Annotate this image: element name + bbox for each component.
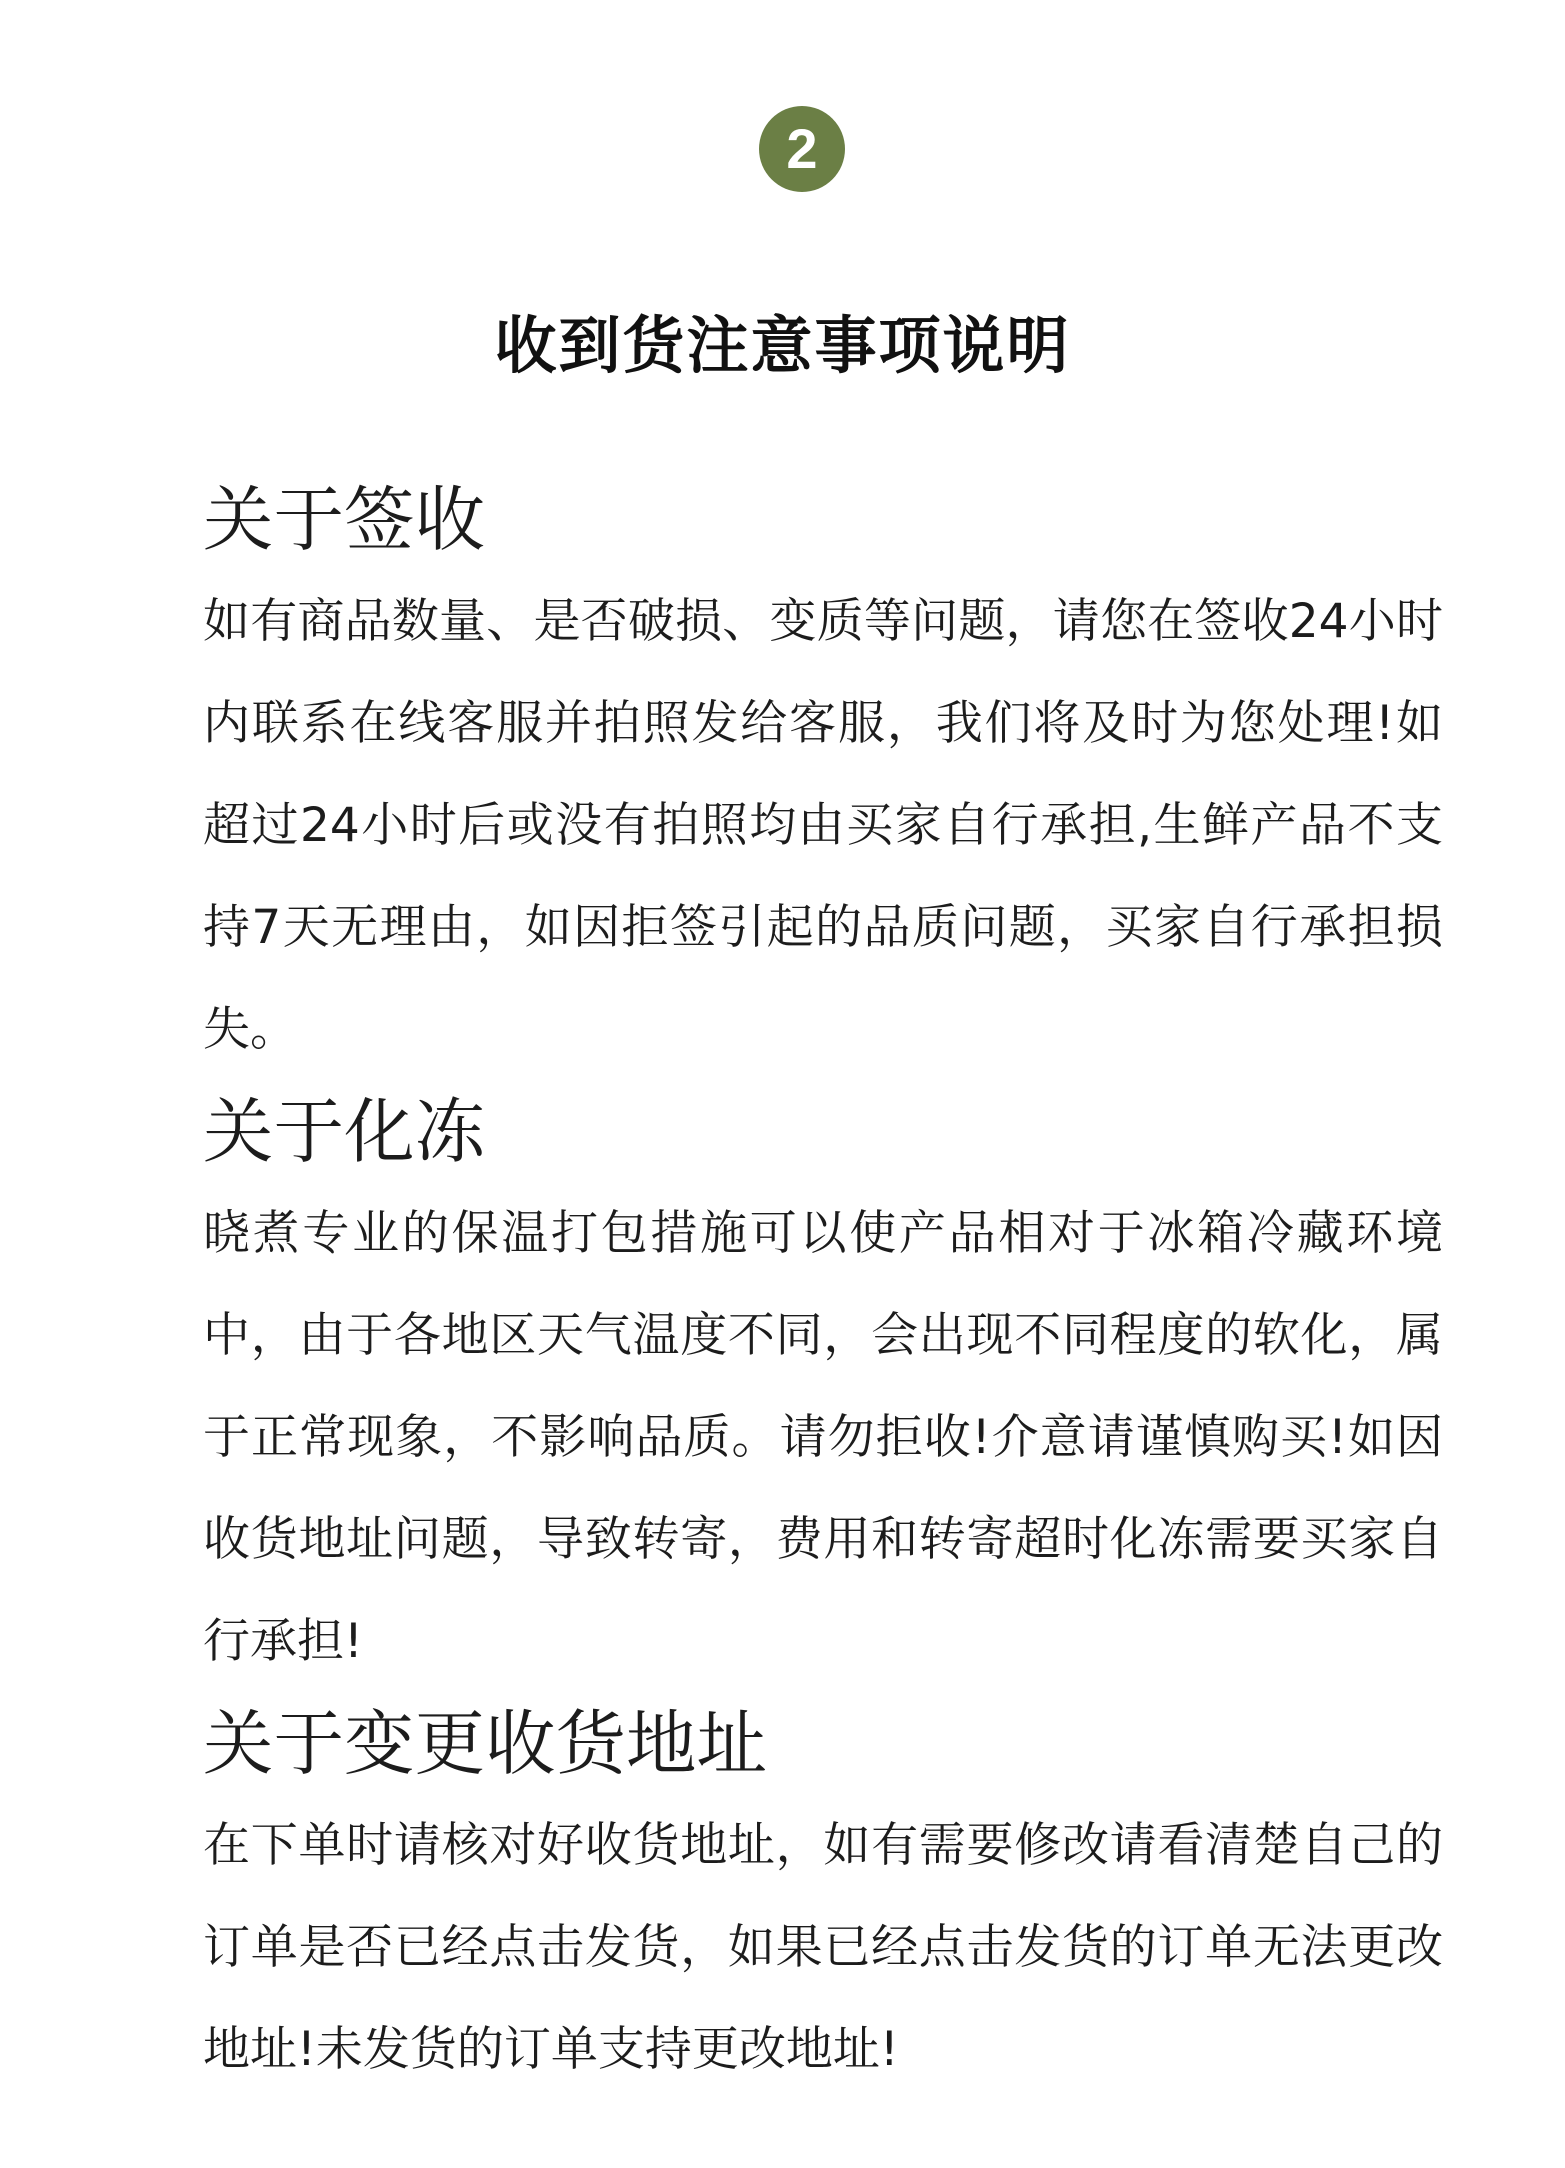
section-thawing [203, 1081, 1443, 1693]
section-heading: 关于变更收货地址 [203, 1703, 767, 1785]
section-heading: 关于化冻 [203, 1091, 485, 1173]
section-body: 如有商品数量、是否破损、变质等问题，请您在签收24小时内联系在线客服并拍照发给客服，我们将及时为您处理!如超过24小时后或没有拍照均由买家自行承担,生鲜产品不支持7天无理由，如因拒签引起的品质问题，买家自行承担损失。 [203, 594, 1443, 1057]
notice-content [203, 469, 1443, 2101]
step-number-badge [759, 106, 845, 192]
section-sign-for-delivery [203, 469, 1443, 1081]
section-heading: 关于签收 [203, 479, 485, 561]
step-number: 2 [786, 117, 818, 180]
section-body: 在下单时请核对好收货地址，如有需要修改请看清楚自己的订单是否已经点击发货，如果已经点击发货的订单无法更改地址!未发货的订单支持更改地址! [203, 1818, 1443, 2077]
section-body: 晓煮专业的保温打包措施可以使产品相对于冰箱冷藏环境中，由于各地区天气温度不同，会出现不同程度的软化，属于正常现象，不影响品质。请勿拒收!介意请谨慎购买!如因收货地址问题，导致转寄，费用和转寄超时化冻需要买家自行承担! [203, 1206, 1443, 1669]
section-change-address [203, 1693, 1443, 2101]
page-title: 收到货注意事项说明 [494, 308, 1071, 382]
